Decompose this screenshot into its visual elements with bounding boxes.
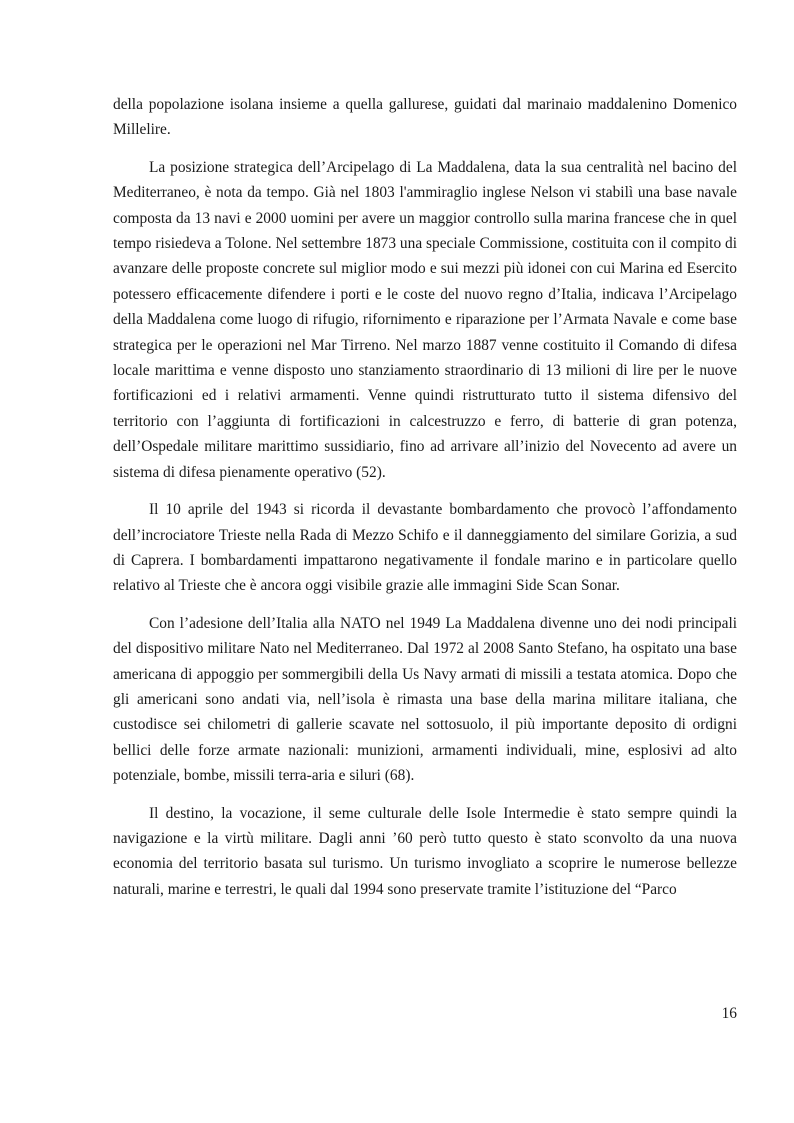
paragraph-1943-bombing: Il 10 aprile del 1943 si ricorda il devastante bombardamento che provocò l’affondamento dell’incrociatore Trieste nella Rada di Mezzo Schifo e il danneggiamento del similare Gorizia, a sud di Caprera. I bombardamenti impattarono negativamente il fondale marino e in particolare quello relativo al Trieste che è ancora oggi visibile grazie alle immagini Side Scan Sonar. — [113, 501, 737, 595]
paragraph-gap — [113, 143, 737, 155]
page-body — [113, 92, 737, 902]
paragraph-gap — [113, 789, 737, 801]
paragraph-gap — [113, 485, 737, 497]
paragraph-nato-base: Con l’adesione dell’Italia alla NATO nel 1949 La Maddalena divenne uno dei nodi principali del dispositivo militare Nato nel Mediterraneo. Dal 1972 al 2008 Santo Stefano, ha ospitato una base americana di appoggio per sommergibili della Us Navy armati di missili a testata atomica. Dopo che gli americani sono andati via, nell’isola è rimasta una base della marina militare italiana, che custodisce sei chilometri di gallerie scavate nel sottosuolo, il più importante deposito di ordigni bellici delle forze armate nazionali: munizioni, armamenti individuali, mine, esplosivi ad alto potenziale, bombe, missili terra-aria e siluri (68). — [113, 614, 737, 785]
page-number: 16 — [721, 1005, 737, 1022]
paragraph-continuation: della popolazione isolana insieme a quella gallurese, guidati dal marinaio maddalenino Domenico Millelire. — [113, 96, 737, 139]
paragraph-tourism: Il destino, la vocazione, il seme culturale delle Isole Intermedie è stato sempre quindi la navigazione e la virtù militare. Dagli anni ’60 però tutto questo è stato sconvolto da una nuova economia del territorio basata sul turismo. Un turismo invogliato a scoprire le numerose bellezze naturali, marine e terrestri, le quali dal 1994 sono preservate tramite l’istituzione del “Parco — [113, 804, 737, 898]
paragraph-maddalena-strategic-position: La posizione strategica dell’Arcipelago di La Maddalena, data la sua centralità nel bacino del Mediterraneo, è nota da tempo. Già nel 1803 l'ammiraglio inglese Nelson vi stabilì una base navale composta da 13 navi e 2000 uomini per avere un maggior controllo sulla marina francese che in quel tempo risiedeva a Tolone. Nel settembre 1873 una speciale Commissione, costituita con il compito di avanzare delle proposte concrete sul miglior modo e sui mezzi più idonei con cui Marina ed Esercito potessero efficacemente difendere i porti e le coste del nuovo regno d’Italia, indicava l’Arcipelago della Maddalena come luogo di rifugio, rifornimento e riparazione per l’Armata Navale e come base strategica per le operazioni nel Mar Tirreno. Nel marzo 1887 venne costituito il Comando di difesa locale marittima e venne disposto uno stanziamento straordinario di 13 milioni di lire per le nuove fortificazioni ed i relativi armamenti. Venne quindi ristrutturato tutto il sistema difensivo del territorio con l’aggiunta di fortificazioni in calcestruzzo e ferro, di batterie di gran potenza, dell’Ospedale militare marittimo sussidiario, fino ad arrivare all’inizio del Novecento ad avere un sistema di difesa pienamente operativo (52). — [113, 158, 737, 481]
paragraph-gap — [113, 599, 737, 611]
